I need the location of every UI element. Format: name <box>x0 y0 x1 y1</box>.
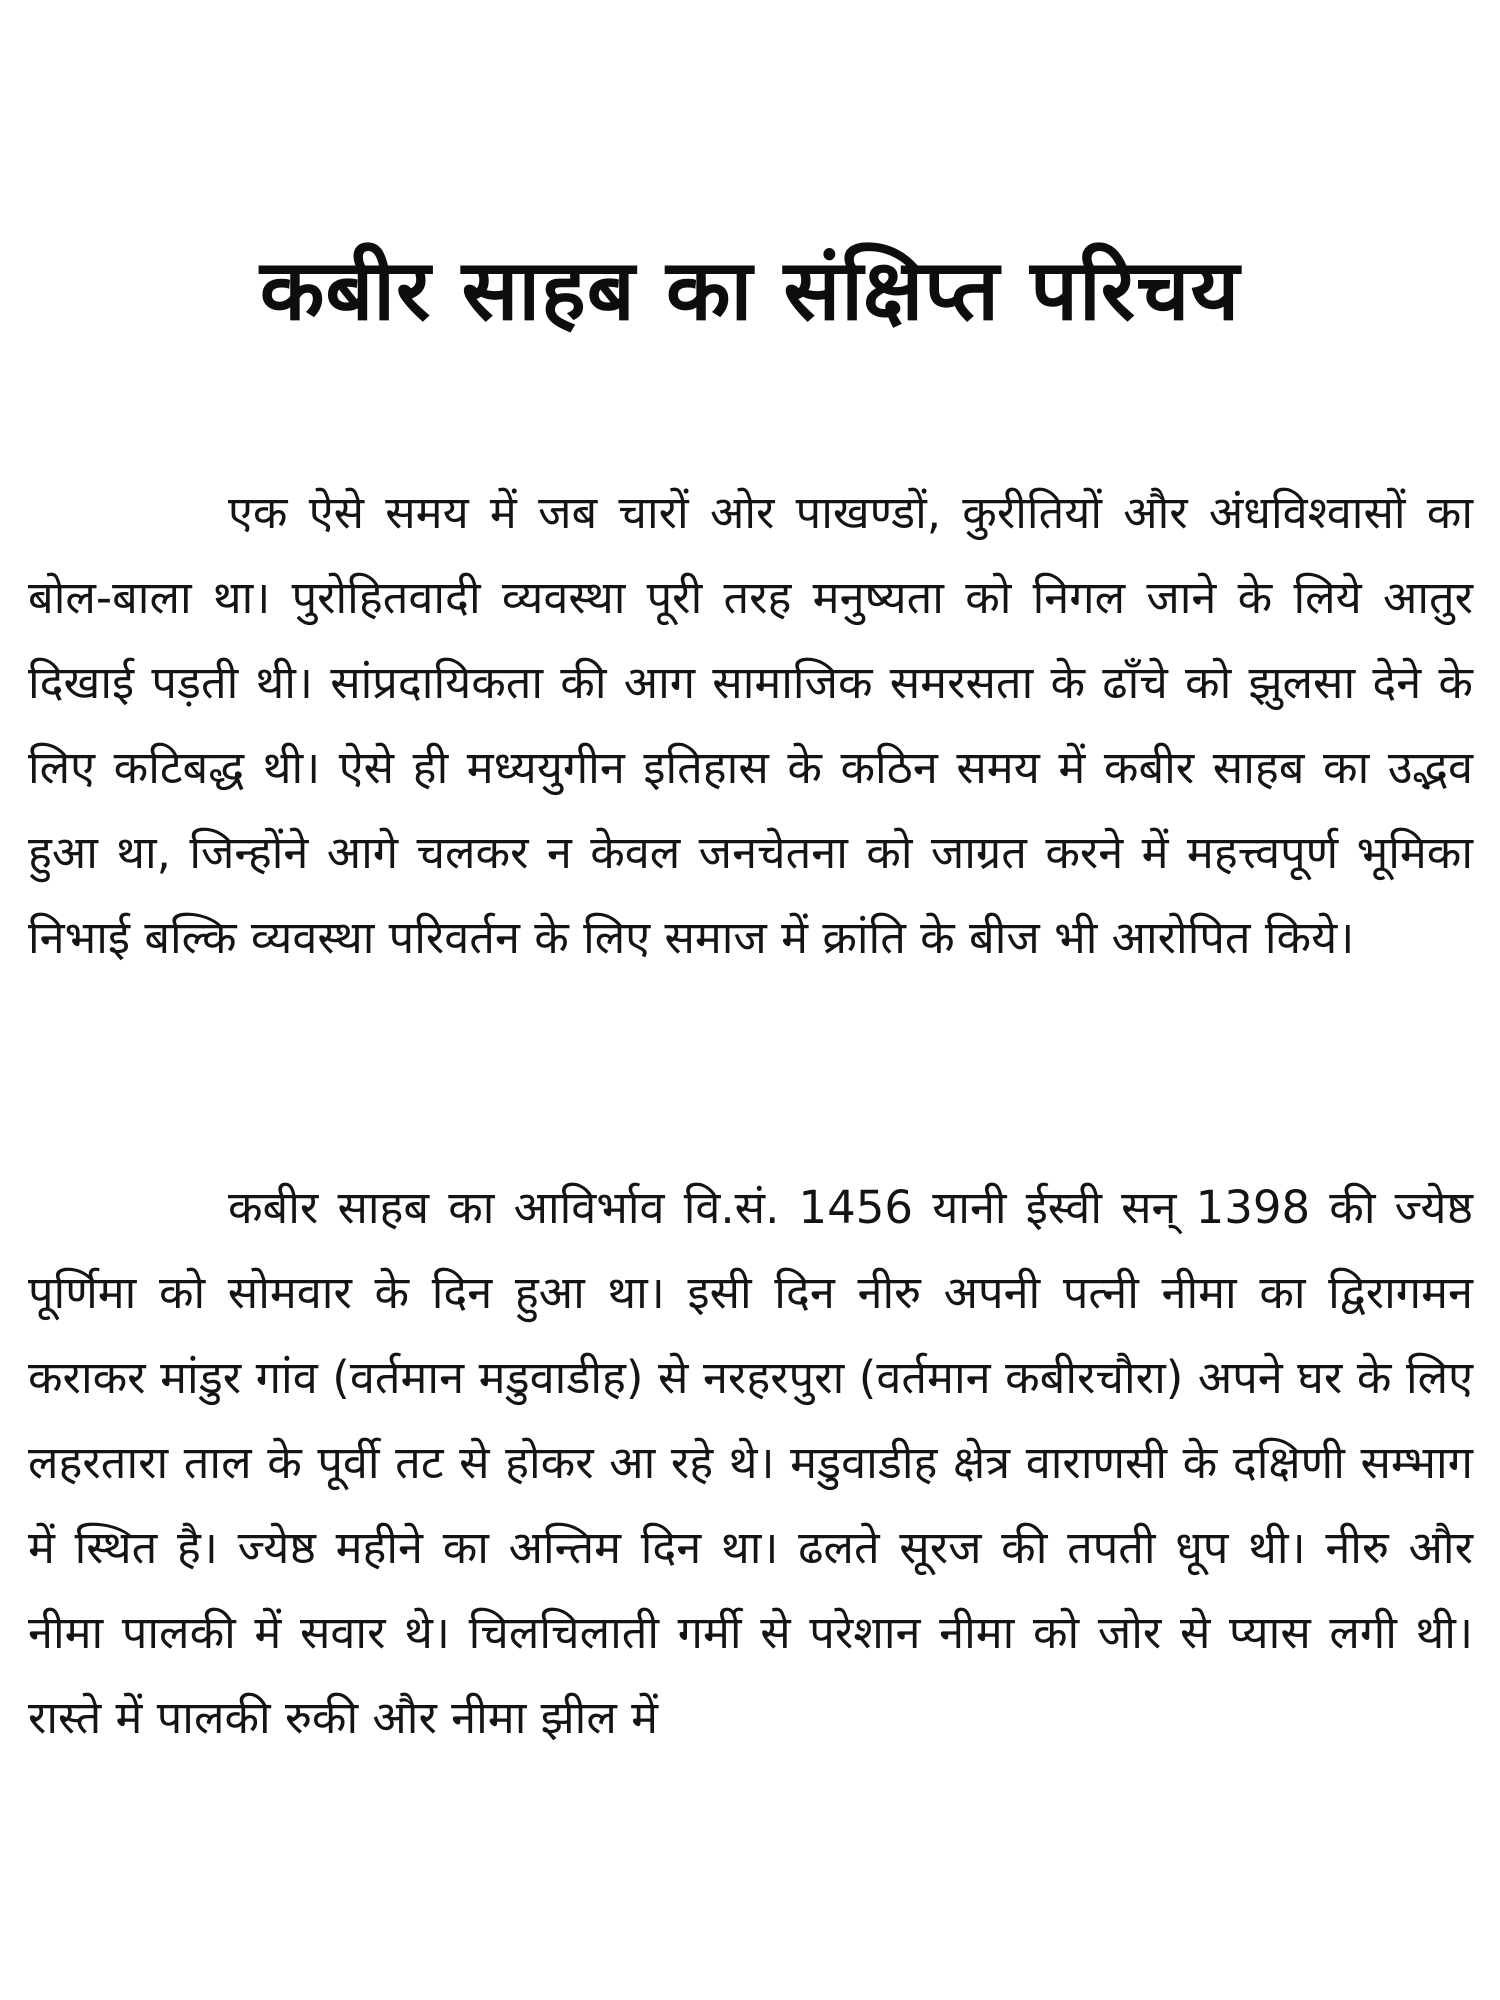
paragraph-block-1 <box>28 470 1473 980</box>
paragraph: कबीर साहब का आविर्भाव वि.सं. 1456 यानी ईस्वी सन् 1398 की ज्येष्ठ पूर्णिमा को सोमवार के दिन हुआ था। इसी दिन नीरु अपनी पत्नी नीमा का द्विरागमन कराकर मांडुर गांव (वर्तमान मडुवाडीह) से नरहरपुरा (वर्तमान कबीरचौरा) अपने घर के लिए लहरतारा ताल के पूर्वी तट से होकर आ रहे थे। मडुवाडीह क्षेत्र वाराणसी के दक्षिणी सम्भाग में स्थित है। ज्येष्ठ महीने का अन्तिम दिन था। ढलते सूरज की तपती धूप थी। नीरु और नीमा पालकी में सवार थे। चिलचिलाती गर्मी से परेशान नीमा को जोर से प्यास लगी थी। रास्ते में पालकी रुकी और नीमा झील में <box>28 1181 1473 1744</box>
page-title: कबीर साहब का संक्षिप्त परिचय <box>259 241 1241 339</box>
paragraph: एक ऐसे समय में जब चारों ओर पाखण्डों, कुरीतियों और अंधविश्वासों का बोल-बाला था। पुरोहितवादी व्यवस्था पूरी तरह मनुष्यता को निगल जाने के लिये आतुर दिखाई पड़ती थी। सांप्रदायिकता की आग सामाजिक समरसता के ढाँचे को झुलसा देने के लिए कटिबद्ध थी। ऐसे ही मध्ययुगीन इतिहास के कठिन समय में कबीर साहब का उद्भव हुआ था, जिन्होंने आगे चलकर न केवल जनचेतना को जाग्रत करने में महत्त्वपूर्ण भूमिका निभाई बल्कि व्यवस्था परिवर्तन के लिए समाज में क्रांति के बीज भी आरोपित किये। <box>28 486 1473 964</box>
paragraph-block-2 <box>28 1165 1473 1760</box>
